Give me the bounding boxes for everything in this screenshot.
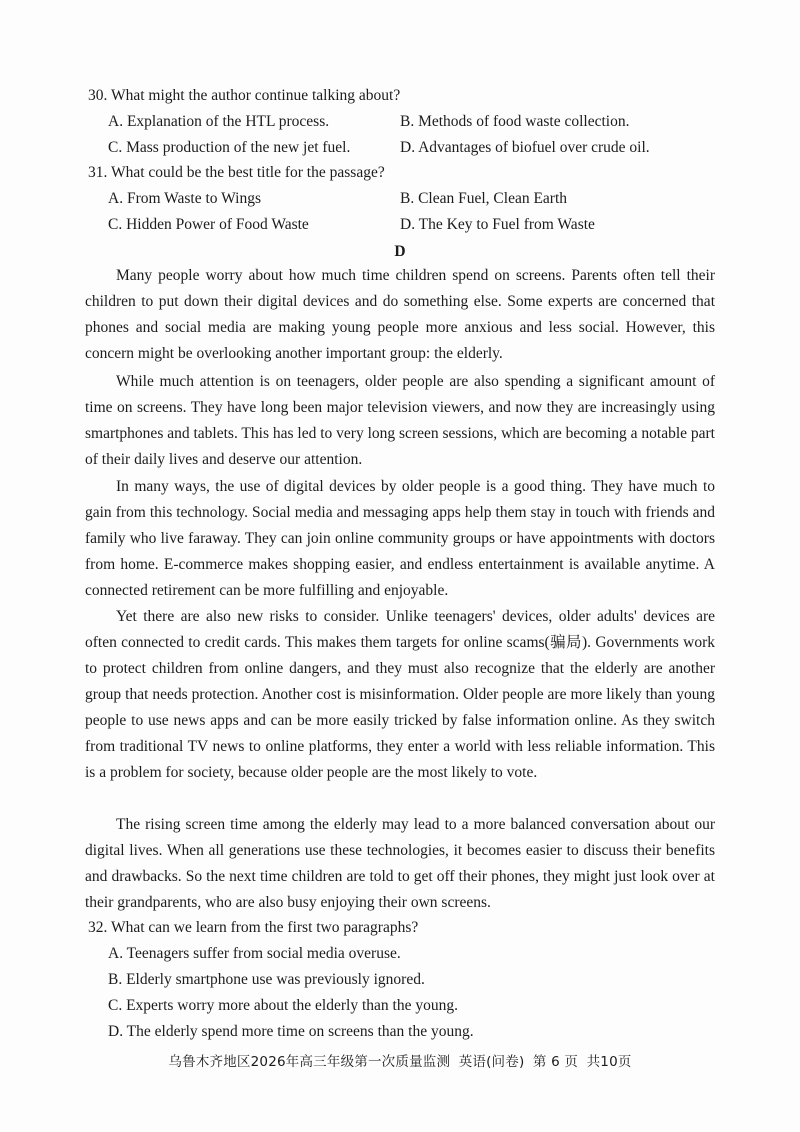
footer-total-pages: 共10页 bbox=[586, 1054, 632, 1070]
question-30-option-a: A. Explanation of the HTL process. bbox=[108, 113, 330, 130]
question-31-option-b: B. Clean Fuel, Clean Earth bbox=[400, 190, 568, 207]
question-32-option-c: C. Experts worry more about the elderly than the young. bbox=[108, 997, 458, 1014]
passage-paragraph-5: The rising screen time among the elderly may lead to a more balanced conversation about our digital lives. When all generations use these technologies, it becomes easier to discuss their benefits and drawbacks. So the next time children are told to get off their phones, they might just look over at their grandparents, who are also busy enjoying their own screens. bbox=[85, 816, 715, 911]
question-30-option-d: D. Advantages of biofuel over crude oil. bbox=[400, 139, 650, 156]
passage-paragraph-3: In many ways, the use of digital devices by older people is a good thing. They have much to gain from this technology. Social media and messaging apps help them stay in touch with friends and family who live faraway. They can join online community groups or have appointments with doctors from home. E-commerce makes shopping easier, and endless entertainment is available anytime. A connected retirement can be more fulfilling and enjoyable. bbox=[85, 478, 715, 599]
page-footer bbox=[0, 1050, 800, 1070]
question-30-option-c: C. Mass production of the new jet fuel. bbox=[108, 139, 351, 156]
question-32-option-d: D. The elderly spend more time on screens than the young. bbox=[108, 1023, 474, 1040]
question-31-option-d: D. The Key to Fuel from Waste bbox=[400, 216, 595, 233]
question-31-option-a: A. From Waste to Wings bbox=[108, 190, 261, 207]
passage-paragraph-4: Yet there are also new risks to consider. Unlike teenagers' devices, older adults' devices are often connected to credit cards. This makes them targets for online scams(骗局). Governments work to protect children from online dangers, and they must also recognize that the elderly are another group that needs protection. Another cost is misinformation. Older people are more likely than young people to use news apps and can be more easily tricked by false information online. As they switch from traditional TV news to online platforms, they enter a world with less reliable information. This is a problem for society, because older people are the most likely to vote. bbox=[85, 608, 715, 781]
question-32-option-a: A. Teenagers suffer from social media overuse. bbox=[108, 945, 401, 962]
question-32-option-b: B. Elderly smartphone use was previously ignored. bbox=[108, 971, 425, 988]
section-heading: D bbox=[394, 243, 406, 260]
passage-paragraph-1: Many people worry about how much time children spend on screens. Parents often tell their children to put down their digital devices and do something else. Some experts are concerned that phones and social media are making young people more anxious and less social. However, this concern might be overlooking another important group: the elderly. bbox=[85, 267, 715, 362]
question-31-stem: 31. What could be the best title for the passage? bbox=[88, 164, 385, 181]
footer-exam-title: 乌鲁木齐地区2026年高三年级第一次质量监测 bbox=[168, 1054, 451, 1070]
footer-page-number: 第 6 页 bbox=[532, 1054, 579, 1070]
question-32-stem: 32. What can we learn from the first two paragraphs? bbox=[88, 919, 419, 936]
footer-subject: 英语(问卷) bbox=[458, 1054, 525, 1070]
passage-paragraph-2: While much attention is on teenagers, older people are also spending a significant amount of time on screens. They have long been major television viewers, and now they are increasingly using smartphones and tablets. This has led to very long screen sessions, which are becoming a notable part of their daily lives and deserve our attention. bbox=[85, 373, 715, 468]
question-30-stem: 30. What might the author continue talking about? bbox=[88, 87, 401, 104]
question-30-option-b: B. Methods of food waste collection. bbox=[400, 113, 630, 130]
question-31-option-c: C. Hidden Power of Food Waste bbox=[108, 216, 309, 233]
